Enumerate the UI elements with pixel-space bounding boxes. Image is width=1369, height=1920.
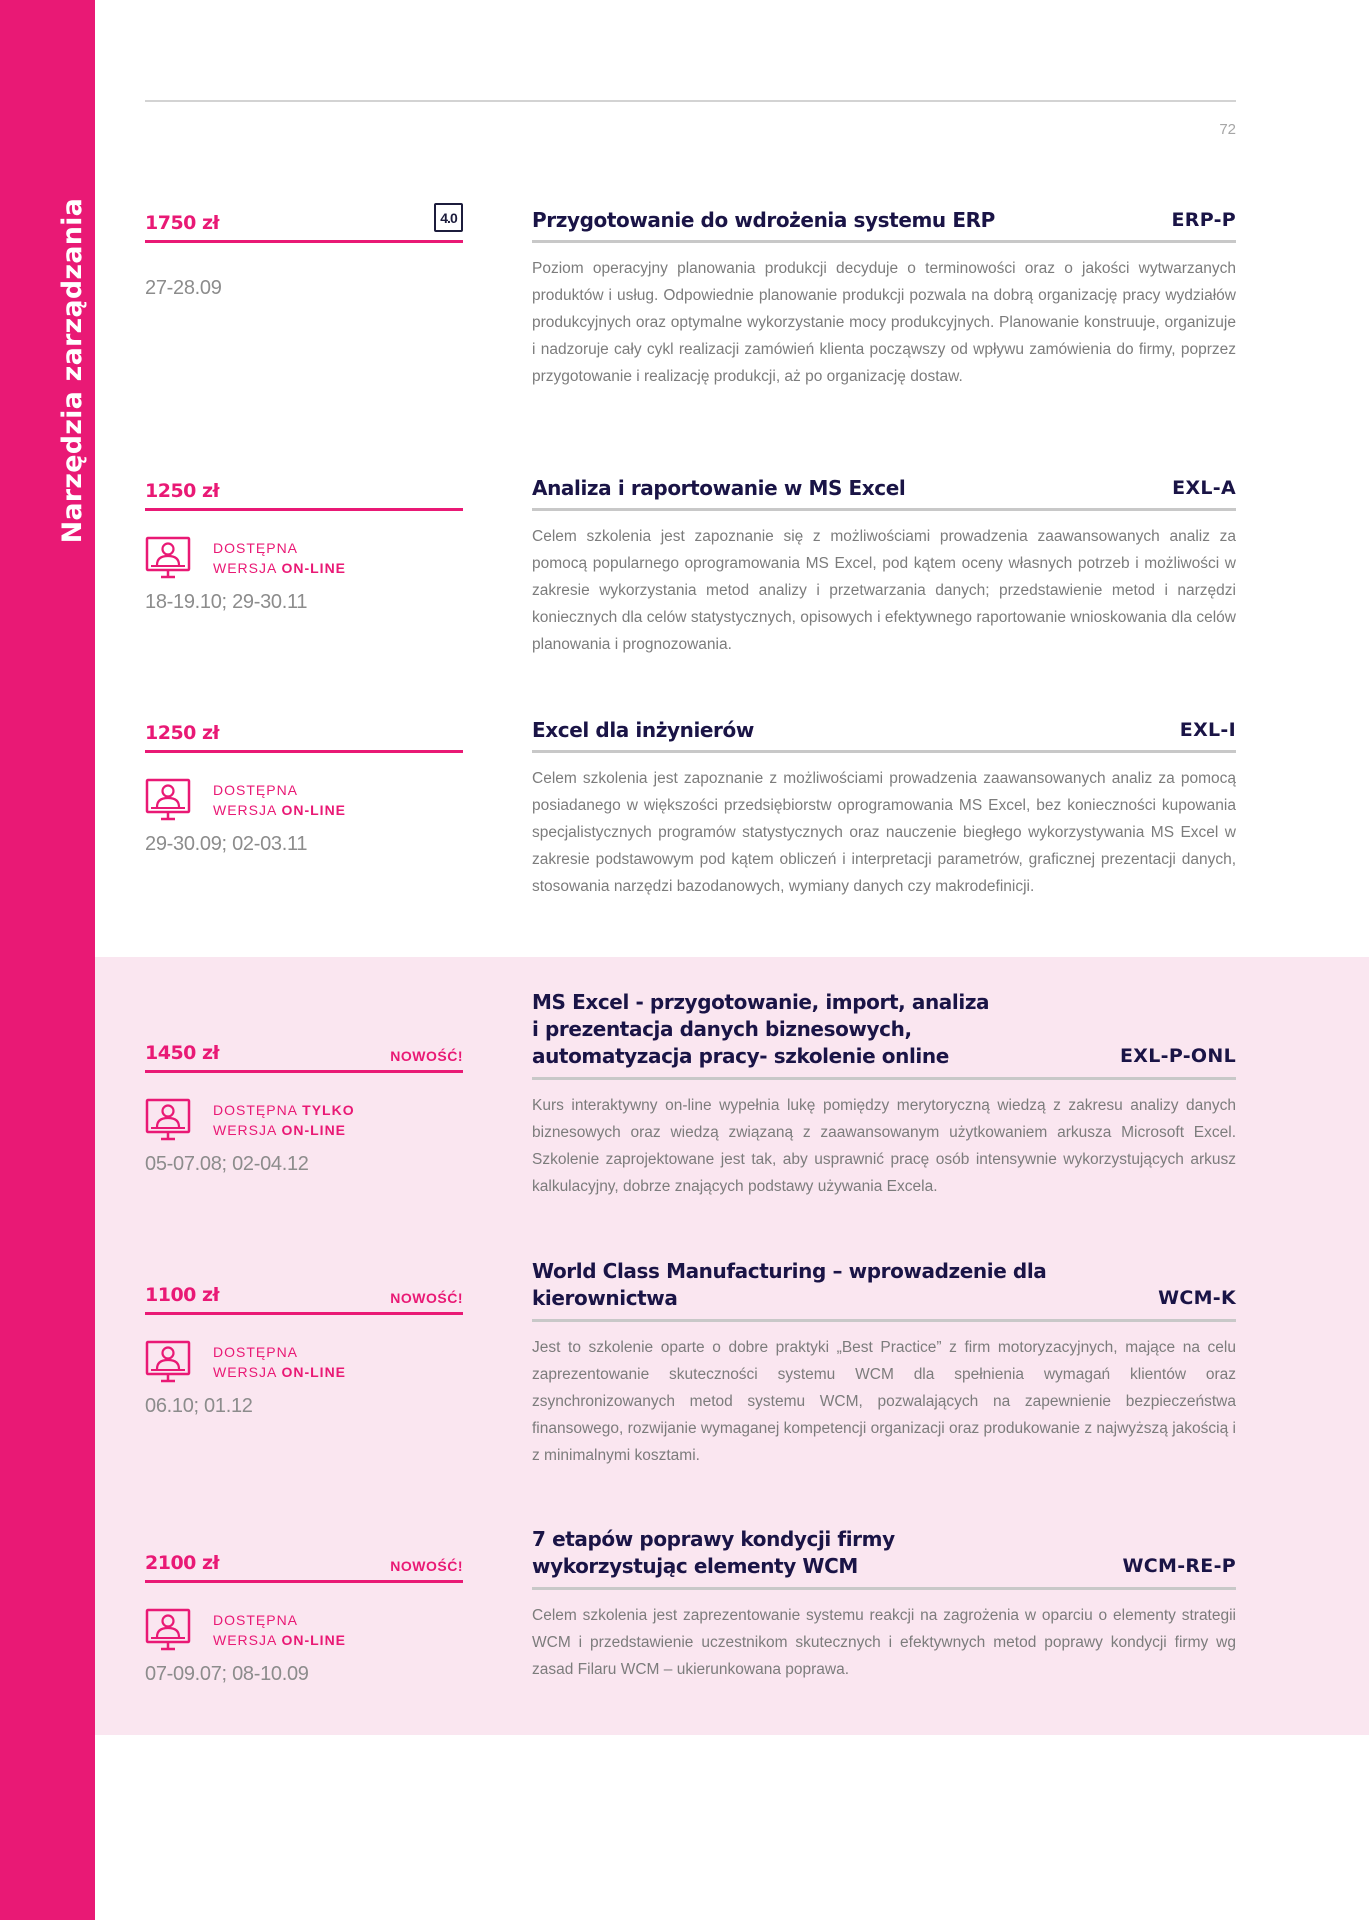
online-label-version: WERSJA (213, 1122, 282, 1138)
course-code: WCM-RE-P (1122, 1555, 1236, 1577)
course-title (532, 1526, 895, 1580)
course-title: Excel dla inżynierów (532, 718, 754, 742)
online-availability (145, 1607, 463, 1653)
course-content (532, 990, 1236, 1200)
pink-divider (145, 750, 463, 753)
course-title-line: automatyzacja pracy- szkolenie online (532, 1044, 949, 1068)
course-dates: 29-30.09; 02-03.11 (145, 833, 308, 855)
online-label-line1: DOSTĘPNA (213, 782, 299, 798)
course-content (532, 710, 1236, 900)
course-content (532, 1528, 1236, 1683)
gray-divider (532, 508, 1236, 511)
course-content (532, 1260, 1236, 1469)
course-description: Celem szkolenia jest zaprezentowanie systemu reakcji na zagrożenia w oparciu o elementy strategii WCM i przedstawienie uczestnikom skutecznych i efektywnych metod poprawy kondycji firmy wg zasad Filaru WCM – ukierunkowana poprawa. (532, 1607, 1236, 1678)
course-title-line: World Class Manufacturing – wprowadzenie dla (532, 1259, 1047, 1283)
monitor-person-icon (145, 1098, 191, 1142)
course-content (532, 200, 1236, 390)
price: 1750 zł (145, 212, 220, 234)
course-title-line: MS Excel - przygotowanie, import, analiza (532, 990, 990, 1014)
course-title-line: kierownictwa (532, 1286, 678, 1310)
course-meta (145, 200, 463, 300)
online-label-version: WERSJA (213, 1364, 282, 1380)
course-title (532, 1258, 1046, 1312)
course-dates: 27-28.09 (145, 277, 222, 299)
online-label-line1: DOSTĘPNA (213, 1344, 299, 1360)
pink-divider (145, 240, 463, 243)
gray-divider (532, 1319, 1236, 1322)
online-label-online: ON-LINE (281, 1364, 347, 1380)
monitor-person-icon (145, 1608, 191, 1652)
course-dates: 18-19.10; 29-30.11 (145, 591, 308, 613)
course-meta (145, 468, 463, 614)
course-title-line: wykorzystując elementy WCM (532, 1554, 858, 1578)
new-badge: NOWOŚĆ! (390, 1290, 463, 1306)
online-label-available: DOSTĘPNA (213, 1102, 303, 1118)
course-description: Celem szkolenia jest zapoznanie się z możliwościami prowadzenia zaawansowanych analiz za pomocą popularnego oprogramowania MS Excel, pod kątem oceny własnych potrzeb i możliwości w zakresie wykorzystania metod analizy i przetwarzania danych; przedstawienie metod i narzędzi koniecznych dla celów statystycznych, opisowych i efektywnego raportowanie wnioskowania dla celów planowania i prognozowania. (532, 528, 1236, 653)
price: 2100 zł (145, 1552, 220, 1574)
new-badge: NOWOŚĆ! (390, 1048, 463, 1064)
course-description: Kurs interaktywny on-line wypełnia lukę pomiędzy merytoryczną wiedzą z zakresu analizy danych biznesowych oraz wiedzą związaną z zaawansowanym użytkowaniem arkusza Microsoft Excel. Szkolenie zaprojektowane jest tak, aby usprawnić pracę osób intensywnie wykorzystujących arkusz kalkulacyjny, dobrze znających podstawy używania Excela. (532, 1097, 1236, 1195)
monitor-person-icon (145, 1340, 191, 1384)
price: 1250 zł (145, 480, 220, 502)
course-content (532, 468, 1236, 658)
course-meta (145, 1272, 463, 1418)
price: 1250 zł (145, 722, 220, 744)
top-divider (145, 100, 1236, 102)
pink-divider (145, 1070, 463, 1073)
course-meta (145, 1030, 463, 1176)
gray-divider (532, 1587, 1236, 1590)
industry-4-0-badge-icon: 4.0 (434, 203, 463, 232)
online-availability (145, 1097, 463, 1143)
pink-divider (145, 508, 463, 511)
pink-divider (145, 1580, 463, 1583)
course-meta (145, 710, 463, 856)
online-label-only: TYLKO (302, 1102, 355, 1118)
online-label-version: WERSJA (213, 1632, 282, 1648)
course-title: Analiza i raportowanie w MS Excel (532, 476, 906, 500)
page-number: 72 (1219, 121, 1236, 138)
pink-divider (145, 1312, 463, 1315)
gray-divider (532, 240, 1236, 243)
course-dates: 07-09.07; 08-10.09 (145, 1663, 309, 1685)
online-availability (145, 1339, 463, 1385)
gray-divider (532, 1077, 1236, 1080)
sidebar (0, 0, 95, 1920)
gray-divider (532, 750, 1236, 753)
price: 1100 zł (145, 1284, 220, 1306)
course-description: Jest to szkolenie oparte o dobre praktyki „Best Practice” z firm motoryzacyjnych, mające na celu zaprezentowanie skuteczności systemu WCM dla spełnienia wymagań klientów oraz zsynchronizowanych metod systemu WCM, pozwalających na zapewnienie bezpieczeństwa finansowego, rozwijanie wymaganej kompetencji organizacji oraz produkowanie z najwyższą jakością i z minimalnymi kosztami. (532, 1339, 1236, 1464)
course-title-line: i prezentacja danych biznesowych, (532, 1017, 912, 1041)
course-code: WCM-K (1158, 1287, 1236, 1309)
price: 1450 zł (145, 1042, 220, 1064)
course-code: EXL-A (1172, 477, 1236, 499)
course-code: EXL-I (1179, 719, 1236, 741)
course-title-line: 7 etapów poprawy kondycji firmy (532, 1527, 895, 1551)
course-description: Celem szkolenia jest zapoznanie z możliwościami prowadzenia zaawansowanych analiz za pomocą posiadanego w większości przedsiębiorstw oprogramowania MS Excel, bez konieczności kupowania specjalistycznych programów statystycznych oraz nauczenie biegłego wykorzystywania MS Excel w zakresie podstawowym pod kątem obliczeń i interpretacji parametrów, graficznej prezentacji danych, stosowania narzędzi bazodanowych, wymiany danych czy makrodefinicji. (532, 770, 1236, 895)
online-label-online: ON-LINE (281, 802, 347, 818)
online-availability (145, 535, 463, 581)
course-description: Poziom operacyjny planowania produkcji decyduje o terminowości oraz o jakości wytwarzanych produktów i usług. Odpowiednie planowanie produkcji pozwala na dobrą organizację pracy wydziałów produkcyjnych oraz optymalne wykorzystanie mocy produkcyjnych. Planowanie konstruuje, organizuje i nadzoruje cały cykl realizacji zamówień klienta począwszy od wpływu zamówienia do firmy, poprzez przygotowanie i realizację produkcji, aż po organizację dostaw. (532, 260, 1236, 385)
course-dates: 05-07.08; 02-04.12 (145, 1153, 309, 1175)
online-label-line1: DOSTĘPNA (213, 1612, 299, 1628)
online-label-line1: DOSTĘPNA (213, 540, 299, 556)
course-title (532, 989, 989, 1070)
online-label-version: WERSJA (213, 560, 282, 576)
new-badge: NOWOŚĆ! (390, 1558, 463, 1574)
course-code: EXL-P-ONL (1120, 1045, 1236, 1067)
monitor-person-icon (145, 778, 191, 822)
course-dates: 06.10; 01.12 (145, 1395, 253, 1417)
section-title: Narzędzia zarządzania (57, 198, 88, 544)
online-label-version: WERSJA (213, 802, 282, 818)
online-availability (145, 777, 463, 823)
course-code: ERP-P (1171, 209, 1236, 231)
online-label-online: ON-LINE (281, 1122, 347, 1138)
online-label-online: ON-LINE (281, 1632, 347, 1648)
monitor-person-icon (145, 536, 191, 580)
online-label-online: ON-LINE (281, 560, 347, 576)
course-title: Przygotowanie do wdrożenia systemu ERP (532, 208, 995, 232)
course-meta (145, 1540, 463, 1686)
